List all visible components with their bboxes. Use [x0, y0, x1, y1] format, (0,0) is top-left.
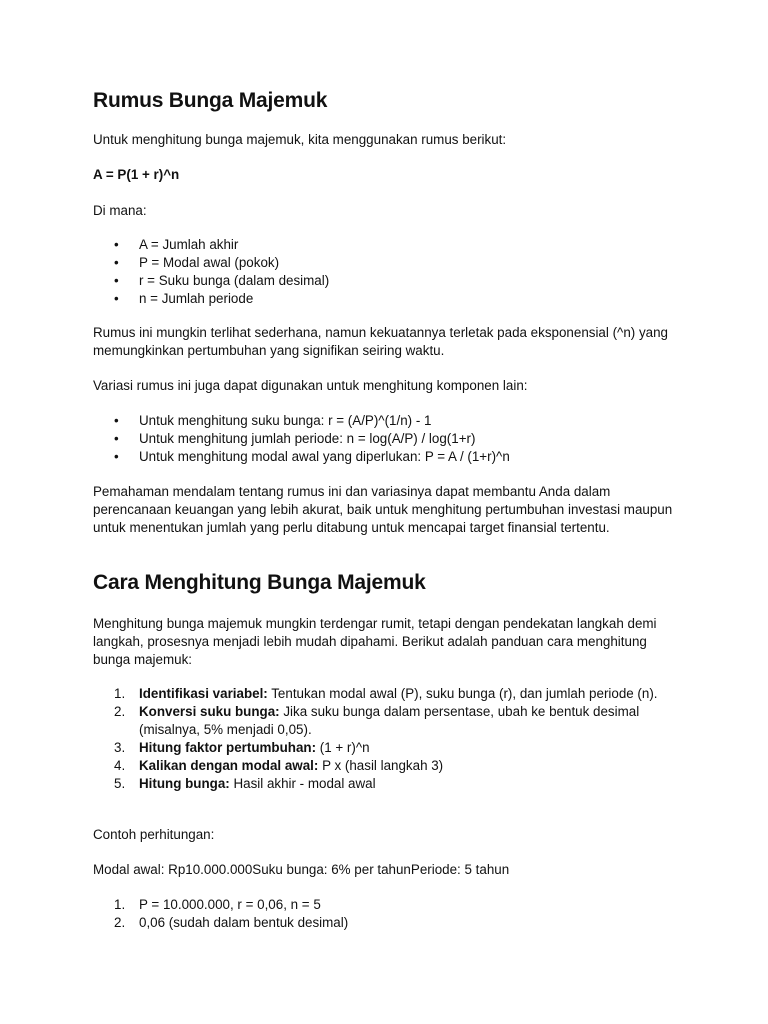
summary-paragraph: Pemahaman mendalam tentang rumus ini dan variasinya dapat membantu Anda dalam perencanaan keuangan yang lebih akurat, baik untuk menghitung pertumbuhan investasi maupun untuk menentukan jumlah yang perlu ditabung untuk mencapai target finansial tertentu.	[93, 484, 673, 535]
list-item: 1. P = 10.000.000, r = 0,06, n = 5	[114, 897, 321, 912]
list-item: • A = Jumlah akhir	[114, 237, 239, 252]
bullet-icon: •	[114, 237, 119, 252]
list-item: 2. Konversi suku bunga: Jika suku bunga dalam persentase, ubah ke bentuk desimal (misalnya, 5% menjadi 0,05).	[114, 704, 640, 737]
list-item: 3. Hitung faktor pertumbuhan: (1 + r)^n	[114, 740, 370, 755]
explanation-paragraph: Rumus ini mungkin terlihat sederhana, namun kekuatannya terletak pada eksponensial (^n) yang memungkinkan pertumbuhan yang signifikan seiring waktu.	[93, 325, 668, 358]
list-item: • P = Modal awal (pokok)	[114, 255, 280, 270]
section-title-cara: Cara Menghitung Bunga Majemuk	[93, 571, 426, 594]
example-line: Modal awal: Rp10.000.000Suku bunga: 6% per tahunPeriode: 5 tahun	[93, 862, 510, 877]
cara-intro-paragraph: Menghitung bunga majemuk mungkin terdengar rumit, tetapi dengan pendekatan langkah demi langkah, prosesnya menjadi lebih mudah dipahami. Berikut adalah panduan cara menghitung bunga majemuk:	[93, 616, 657, 667]
bullet-icon: •	[114, 449, 119, 464]
list-item: 2. 0,06 (sudah dalam bentuk desimal)	[114, 915, 349, 930]
where-label: Di mana:	[93, 203, 147, 218]
list-item: • n = Jumlah periode	[114, 291, 254, 306]
list-item: 1. Identifikasi variabel: Tentukan modal awal (P), suku bunga (r), dan jumlah periode (n).	[114, 686, 658, 701]
bullet-icon: •	[114, 413, 119, 428]
section-title-rumus: Rumus Bunga Majemuk	[93, 89, 328, 112]
list-item: 4. Kalikan dengan modal awal: P x (hasil langkah 3)	[114, 758, 444, 773]
list-item: • r = Suku bunga (dalam desimal)	[114, 273, 330, 288]
definitions-list	[93, 236, 683, 308]
intro-paragraph: Untuk menghitung bunga majemuk, kita menggunakan rumus berikut:	[93, 132, 507, 147]
bullet-icon: •	[114, 431, 119, 446]
list-item: • Untuk menghitung jumlah periode: n = log(A/P) / log(1+r)	[114, 431, 476, 446]
bullet-icon: •	[114, 273, 119, 288]
list-item: 5. Hitung bunga: Hasil akhir - modal awal	[114, 776, 376, 791]
example-label: Contoh perhitungan:	[93, 827, 215, 842]
steps-list	[93, 685, 683, 793]
variations-list	[93, 412, 683, 466]
bullet-icon: •	[114, 255, 119, 270]
formula: A = P(1 + r)^n	[93, 167, 180, 182]
example-steps-list	[93, 896, 683, 932]
bullet-icon: •	[114, 291, 119, 306]
list-item: • Untuk menghitung modal awal yang diperlukan: P = A / (1+r)^n	[114, 449, 510, 464]
variations-intro: Variasi rumus ini juga dapat digunakan untuk menghitung komponen lain:	[93, 378, 528, 393]
list-item: • Untuk menghitung suku bunga: r = (A/P)^(1/n) - 1	[114, 413, 432, 428]
